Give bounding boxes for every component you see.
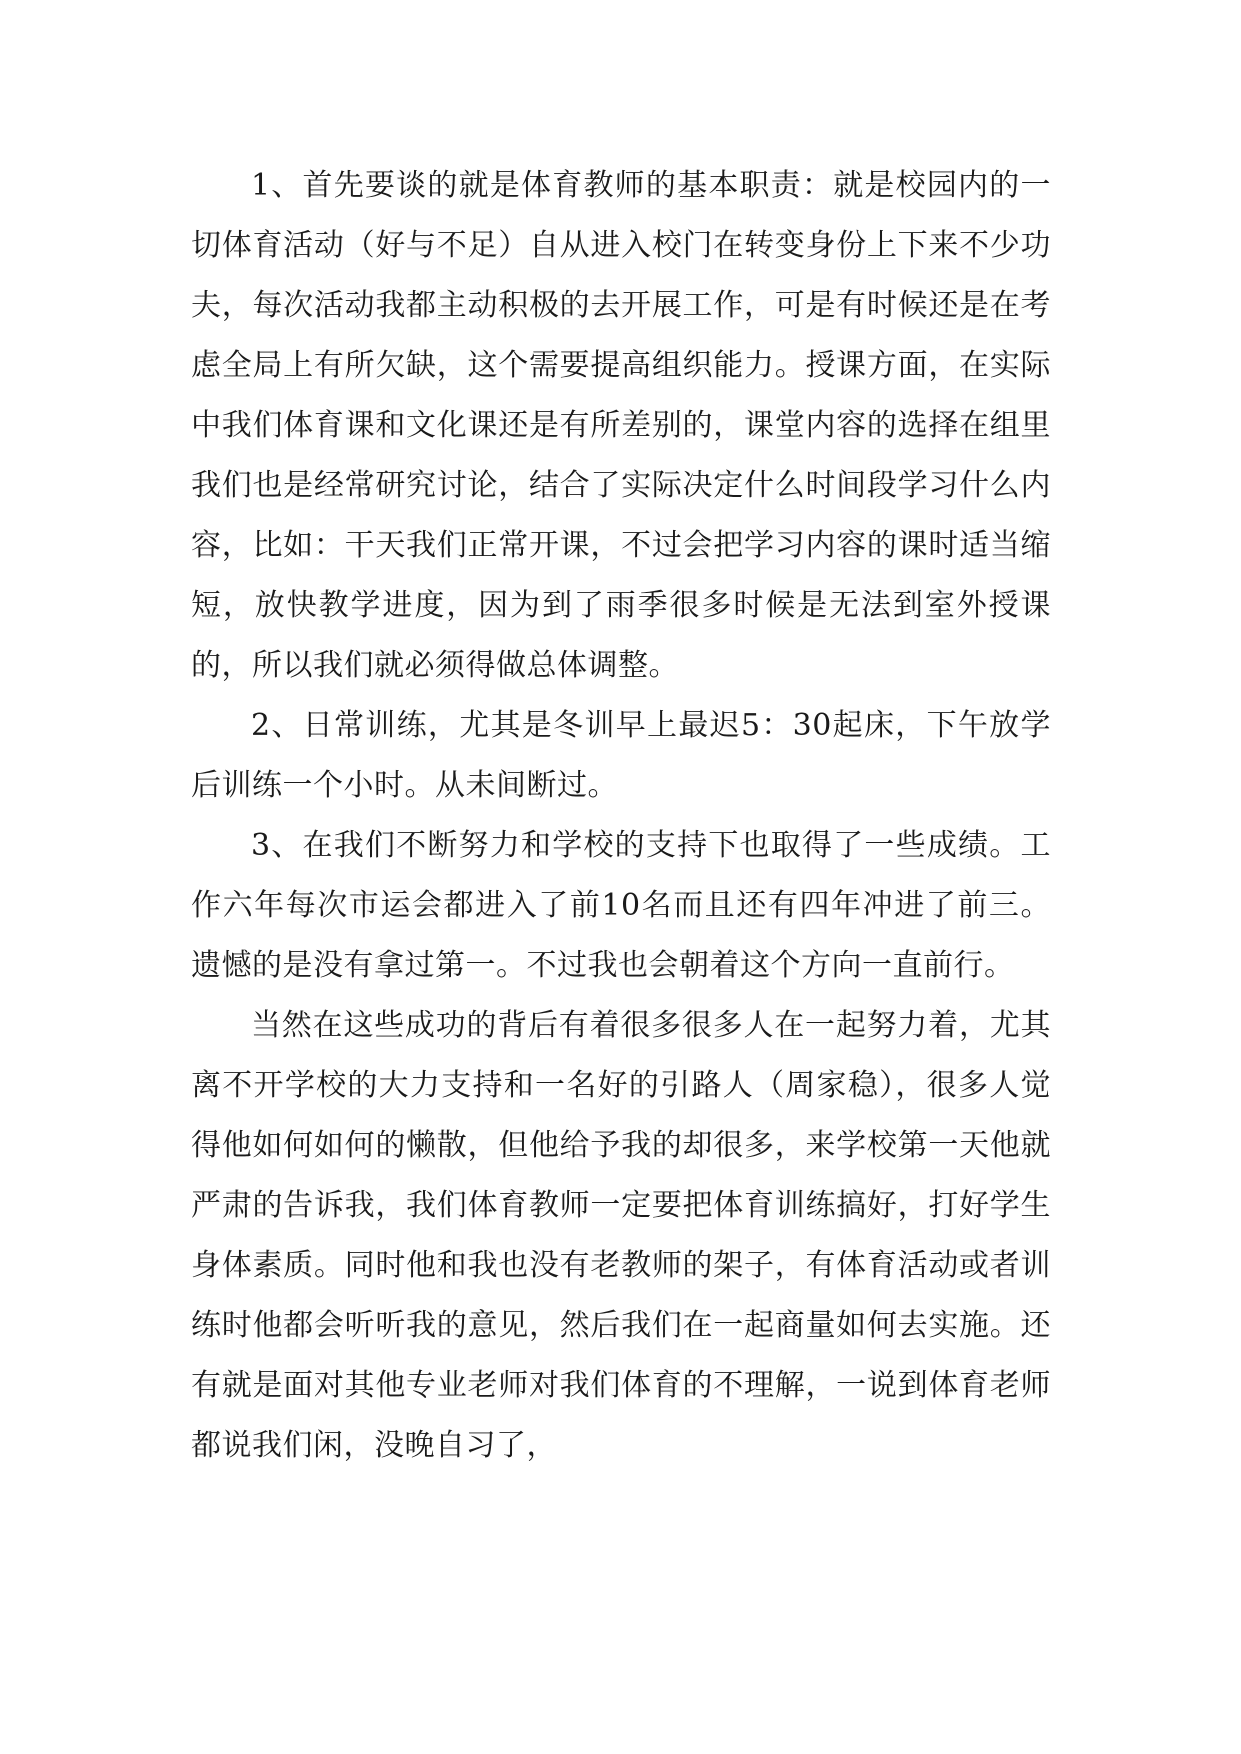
- paragraph-training: 2、日常训练，尤其是冬训早上最迟5：30起床，下午放学后训练一个小时。从未间断过。: [191, 708, 1051, 803]
- paragraph-acknowledgement: 当然在这些成功的背后有着很多很多人在一起努力着，尤其离不开学校的大力支持和一名好的引路人（周家稳），很多人觉得他如何如何的懒散，但他给予我的却很多，来学校第一天他就严肃的告诉我，我们体育教师一定要把体育训练搞好，打好学生身体素质。同时他和我也没有老教师的架子，有体育活动或者训练时他都会听听我的意见，然后我们在一起商量如何去实施。还有就是面对其他专业老师对我们体育的不理解，一说到体育老师都说我们闲，没晚自习了，: [191, 1008, 1051, 1463]
- paragraph-duties: 1、首先要谈的就是体育教师的基本职责：就是校园内的一切体育活动（好与不足）自从进入校门在转变身份上下来不少功夫，每次活动我都主动积极的去开展工作，可是有时候还是在考虑全局上有所欠缺，这个需要提高组织能力。授课方面，在实际中我们体育课和文化课还是有所差别的，课堂内容的选择在组里我们也是经常研究讨论，结合了实际决定什么时间段学习什么内容，比如：干天我们正常开课，不过会把学习内容的课时适当缩短，放快教学进度，因为到了雨季很多时候是无法到室外授课的，所以我们就必须得做总体调整。: [191, 168, 1051, 683]
- paragraph-achievements: 3、在我们不断努力和学校的支持下也取得了一些成绩。工作六年每次市运会都进入了前10名而且还有四年冲进了前三。遗憾的是没有拿过第一。不过我也会朝着这个方向一直前行。: [191, 828, 1051, 983]
- document-body: [191, 156, 1051, 1476]
